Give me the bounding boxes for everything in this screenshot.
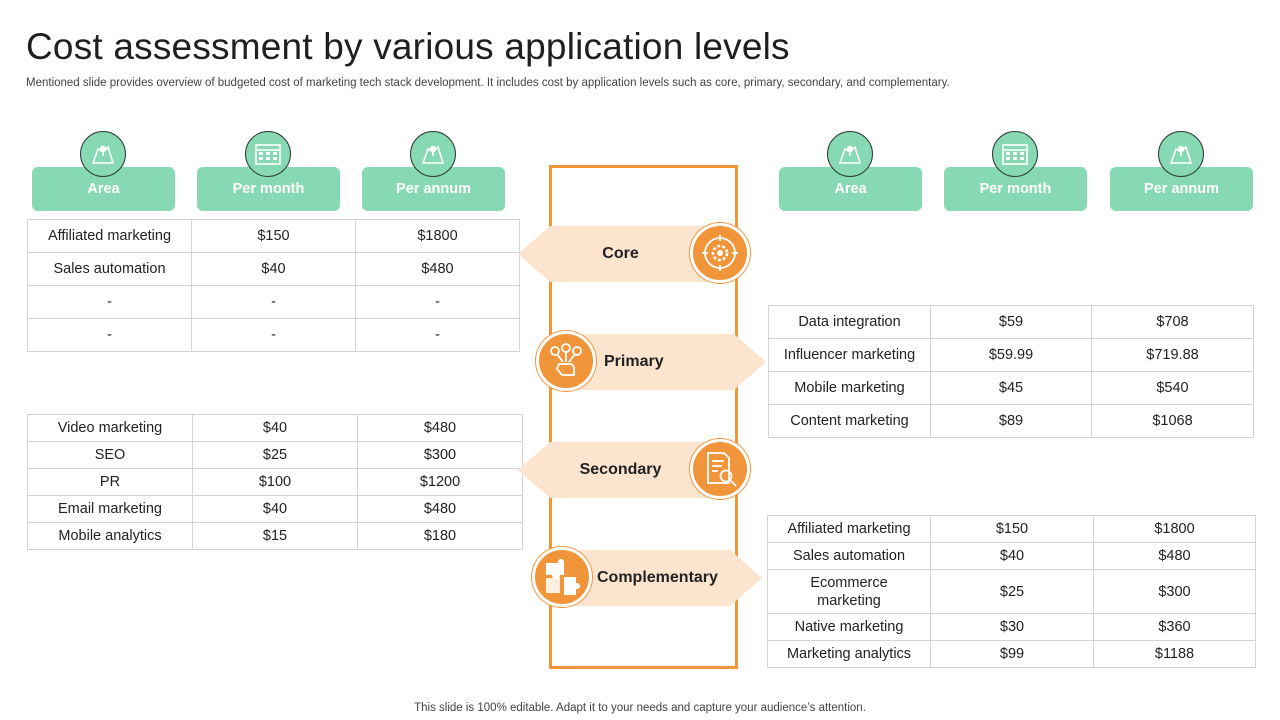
per-month-cell: $99 (931, 641, 1094, 668)
table-row (28, 523, 523, 550)
page-title: Cost assessment by various application levels (26, 26, 790, 67)
area-cell: Email marketing (28, 496, 193, 523)
table-row (28, 415, 523, 442)
area-cell: Mobile analytics (28, 523, 193, 550)
per-month-cell: $40 (192, 253, 356, 286)
per-month-cell: $100 (193, 469, 358, 496)
per-annum-cell: $540 (1092, 372, 1254, 405)
table-row (769, 306, 1254, 339)
table-row (28, 496, 523, 523)
per-month-cell: $150 (192, 220, 356, 253)
header-per-month-right (944, 131, 1087, 211)
level-core (518, 226, 750, 282)
area-cell: Affiliated marketing (28, 220, 192, 253)
per-month-cell: - (192, 286, 356, 319)
calendar-icon (245, 131, 291, 177)
area-cell: Sales automation (28, 253, 192, 286)
per-annum-cell: $480 (356, 253, 520, 286)
level-complementary (530, 550, 762, 606)
table-row (769, 339, 1254, 372)
per-annum-cell: $1068 (1092, 405, 1254, 438)
per-month-cell: $25 (193, 442, 358, 469)
calendar-icon (992, 131, 1038, 177)
per-month-cell: $40 (193, 415, 358, 442)
area-cell: Native marketing (768, 614, 931, 641)
per-annum-cell: $719.88 (1092, 339, 1254, 372)
secondary-cost-table (27, 414, 523, 550)
per-month-cell: $45 (931, 372, 1092, 405)
area-cell: Marketing analytics (768, 641, 931, 668)
per-annum-cell: $180 (358, 523, 523, 550)
per-month-cell: $59.99 (931, 339, 1092, 372)
area-cell: Influencer marketing (769, 339, 931, 372)
per-annum-cell: $1200 (358, 469, 523, 496)
header-label: Per annum (1110, 167, 1253, 211)
per-month-cell: $40 (193, 496, 358, 523)
level-label: Primary (604, 353, 664, 370)
per-month-cell: $15 (193, 523, 358, 550)
per-annum-cell: - (356, 319, 520, 352)
level-secondary (518, 442, 750, 498)
table-row (769, 372, 1254, 405)
per-month-cell: $150 (931, 516, 1094, 543)
map-pin-icon (827, 131, 873, 177)
per-month-cell: $59 (931, 306, 1092, 339)
table-row (768, 543, 1256, 570)
hand-network-icon (536, 331, 596, 391)
per-month-cell: $40 (931, 543, 1094, 570)
per-annum-cell: $480 (1094, 543, 1256, 570)
per-annum-cell: - (356, 286, 520, 319)
per-annum-cell: $708 (1092, 306, 1254, 339)
per-annum-cell: $300 (1094, 570, 1256, 614)
map-pin-icon (80, 131, 126, 177)
area-cell: - (28, 319, 192, 352)
table-row (28, 319, 520, 352)
per-annum-cell: $360 (1094, 614, 1256, 641)
per-annum-cell: $480 (358, 496, 523, 523)
table-row (768, 614, 1256, 641)
header-label: Per month (197, 167, 340, 211)
table-row (28, 220, 520, 253)
map-pin-icon (1158, 131, 1204, 177)
level-label: Complementary (597, 569, 718, 586)
area-cell: Content marketing (769, 405, 931, 438)
primary-cost-table (768, 305, 1254, 438)
table-row (28, 442, 523, 469)
per-annum-cell: $1800 (1094, 516, 1256, 543)
puzzle-icon (532, 547, 592, 607)
table-row (28, 253, 520, 286)
per-annum-cell: $480 (358, 415, 523, 442)
page-subtitle: Mentioned slide provides overview of budgeted cost of marketing tech stack development. It includes cost by application levels such as core, primary, secondary, and complementary. (26, 77, 950, 89)
per-month-cell: $30 (931, 614, 1094, 641)
area-cell: Data integration (769, 306, 931, 339)
per-month-cell: - (192, 319, 356, 352)
area-cell: Ecommerce marketing (768, 570, 931, 614)
area-cell: SEO (28, 442, 193, 469)
per-month-cell: $89 (931, 405, 1092, 438)
table-row (768, 641, 1256, 668)
table-row (768, 516, 1256, 543)
area-cell: Affiliated marketing (768, 516, 931, 543)
header-label: Area (779, 167, 922, 211)
header-per-annum-left (362, 131, 505, 211)
per-annum-cell: $300 (358, 442, 523, 469)
level-label: Secondary (579, 461, 662, 478)
table-row (769, 405, 1254, 438)
table-row (768, 570, 1256, 614)
complementary-cost-table (767, 515, 1256, 668)
core-cost-table (27, 219, 520, 352)
area-cell: Mobile marketing (769, 372, 931, 405)
header-label: Per month (944, 167, 1087, 211)
table-row (28, 469, 523, 496)
area-cell: - (28, 286, 192, 319)
header-label: Area (32, 167, 175, 211)
per-annum-cell: $1800 (356, 220, 520, 253)
table-row (28, 286, 520, 319)
per-annum-cell: $1188 (1094, 641, 1256, 668)
header-area-left (32, 131, 175, 211)
area-cell: PR (28, 469, 193, 496)
per-month-cell: $25 (931, 570, 1094, 614)
header-area-right (779, 131, 922, 211)
footer-note: This slide is 100% editable. Adapt it to your needs and capture your audience’s attention. (414, 702, 866, 714)
target-gear-icon (690, 223, 750, 283)
level-label: Core (602, 245, 639, 262)
header-per-month-left (197, 131, 340, 211)
area-cell: Sales automation (768, 543, 931, 570)
header-per-annum-right (1110, 131, 1253, 211)
document-search-icon (690, 439, 750, 499)
area-cell: Video marketing (28, 415, 193, 442)
level-primary (534, 334, 766, 390)
header-label: Per annum (362, 167, 505, 211)
map-pin-icon (410, 131, 456, 177)
